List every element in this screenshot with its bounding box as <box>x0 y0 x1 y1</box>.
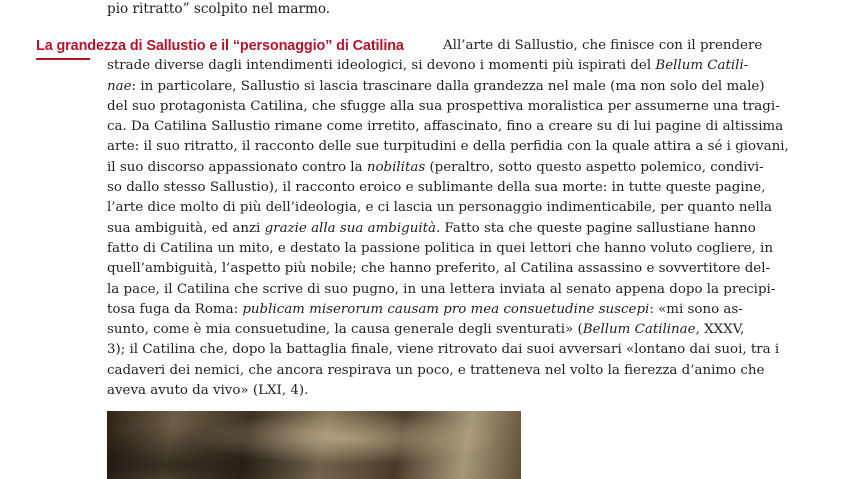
text-span: cadaveri dei nemici, che ancora respirava un poco, e tratteneva nel volto la fierezza d’animo che <box>107 362 765 378</box>
text-line <box>107 36 771 56</box>
text-line <box>107 259 771 279</box>
text-span: tosa fuga da Roma: <box>107 301 243 317</box>
italic-span: nobilitas <box>366 159 426 175</box>
text-span: (peraltro, sotto questo aspetto polemico, condivi- <box>425 159 764 175</box>
painting-image <box>107 411 521 479</box>
text-span: del suo protagonista Catilina, che sfugge alla sua prospettiva moralistica per assumerne una tragi- <box>107 98 780 114</box>
italic-span: grazie alla sua ambiguità <box>264 220 436 236</box>
text-line <box>107 178 771 198</box>
text-span: quell’ambiguità, l’aspetto più nobile; che hanno preferito, al Catilina assassino e sovvertitore del- <box>107 261 771 277</box>
text-span: strade diverse dagli intendimenti ideologici, si devono i momenti più ispirati del <box>107 58 656 74</box>
text-line <box>107 381 771 401</box>
italic-span: Bellum Catili- <box>655 58 749 74</box>
italic-span: publicam miserorum causam pro mea consuetudine suscepi <box>242 301 650 317</box>
text-span: ca. Da Catilina Sallustio rimane come irretito, affascinato, fino a creare su di lui pagine di altissima <box>107 119 784 135</box>
text-line <box>107 219 771 239</box>
text-span: sua ambiguità, ed anzi <box>107 220 265 236</box>
text-line <box>107 77 771 97</box>
text-line <box>107 280 776 300</box>
text-span: : in particolare, Sallustio si lascia trascinare dalla grandezza nel male (ma non solo del male) <box>131 78 765 94</box>
text-span: All’arte di Sallustio, che finisce con il prendere <box>443 38 763 53</box>
body-paragraph <box>107 36 789 401</box>
heading-underline <box>36 58 90 60</box>
text-span: : «mi sono as- <box>649 301 743 317</box>
text-span: so dallo stesso Sallustio), il racconto eroico e sublimante della sua morte: in tutte queste pagine, <box>107 180 766 196</box>
text-line <box>107 158 771 178</box>
italic-span: nae <box>107 78 132 94</box>
text-span: fatto di Catilina un mito, e destato la passione politica in quei lettori che hanno voluto cogliere, in <box>107 240 773 256</box>
section-heading: La grandezza di Sallustio e il “personaggio” di Catilina <box>36 38 404 54</box>
text-span: arte: il suo ritratto, il racconto delle sue turpitudini e della perfidia con la quale attira a sé i giovani, <box>107 139 789 155</box>
text-span: , XXXV, <box>695 322 745 338</box>
italic-span: Bellum Catilinae <box>582 322 696 338</box>
text-line <box>107 340 780 360</box>
text-line <box>107 320 771 340</box>
text-line <box>107 97 780 117</box>
text-span: il suo discorso appassionato contro la <box>107 159 367 175</box>
text-line <box>107 137 789 157</box>
previous-paragraph-end: pio ritratto” scolpito nel marmo. <box>107 1 331 17</box>
text-span: la pace, il Catilina che scrive di suo pugno, in una lettera inviata al senato appena dopo la precipi- <box>107 281 776 297</box>
text-span: . Fatto sta che queste pagine sallustiane hanno <box>435 220 756 236</box>
text-line <box>107 198 771 218</box>
text-line <box>107 300 771 320</box>
text-line <box>107 361 771 381</box>
text-span: 3); il Catilina che, dopo la battaglia finale, viene ritrovato dai suoi avversari «lontano dai suoi, tra i <box>107 342 780 358</box>
text-line <box>107 56 771 76</box>
text-span: sunto, come è mia consuetudine, la causa generale degli sventurati» ( <box>107 322 583 338</box>
text-line <box>107 117 784 137</box>
text-line <box>107 239 771 259</box>
text-span: l’arte dice molto di più dell’ideologia, e ci lascia un personaggio indimenticabile, per quanto nella <box>107 200 773 216</box>
text-span: aveva avuto da vivo» (LXI, 4). <box>107 383 309 399</box>
